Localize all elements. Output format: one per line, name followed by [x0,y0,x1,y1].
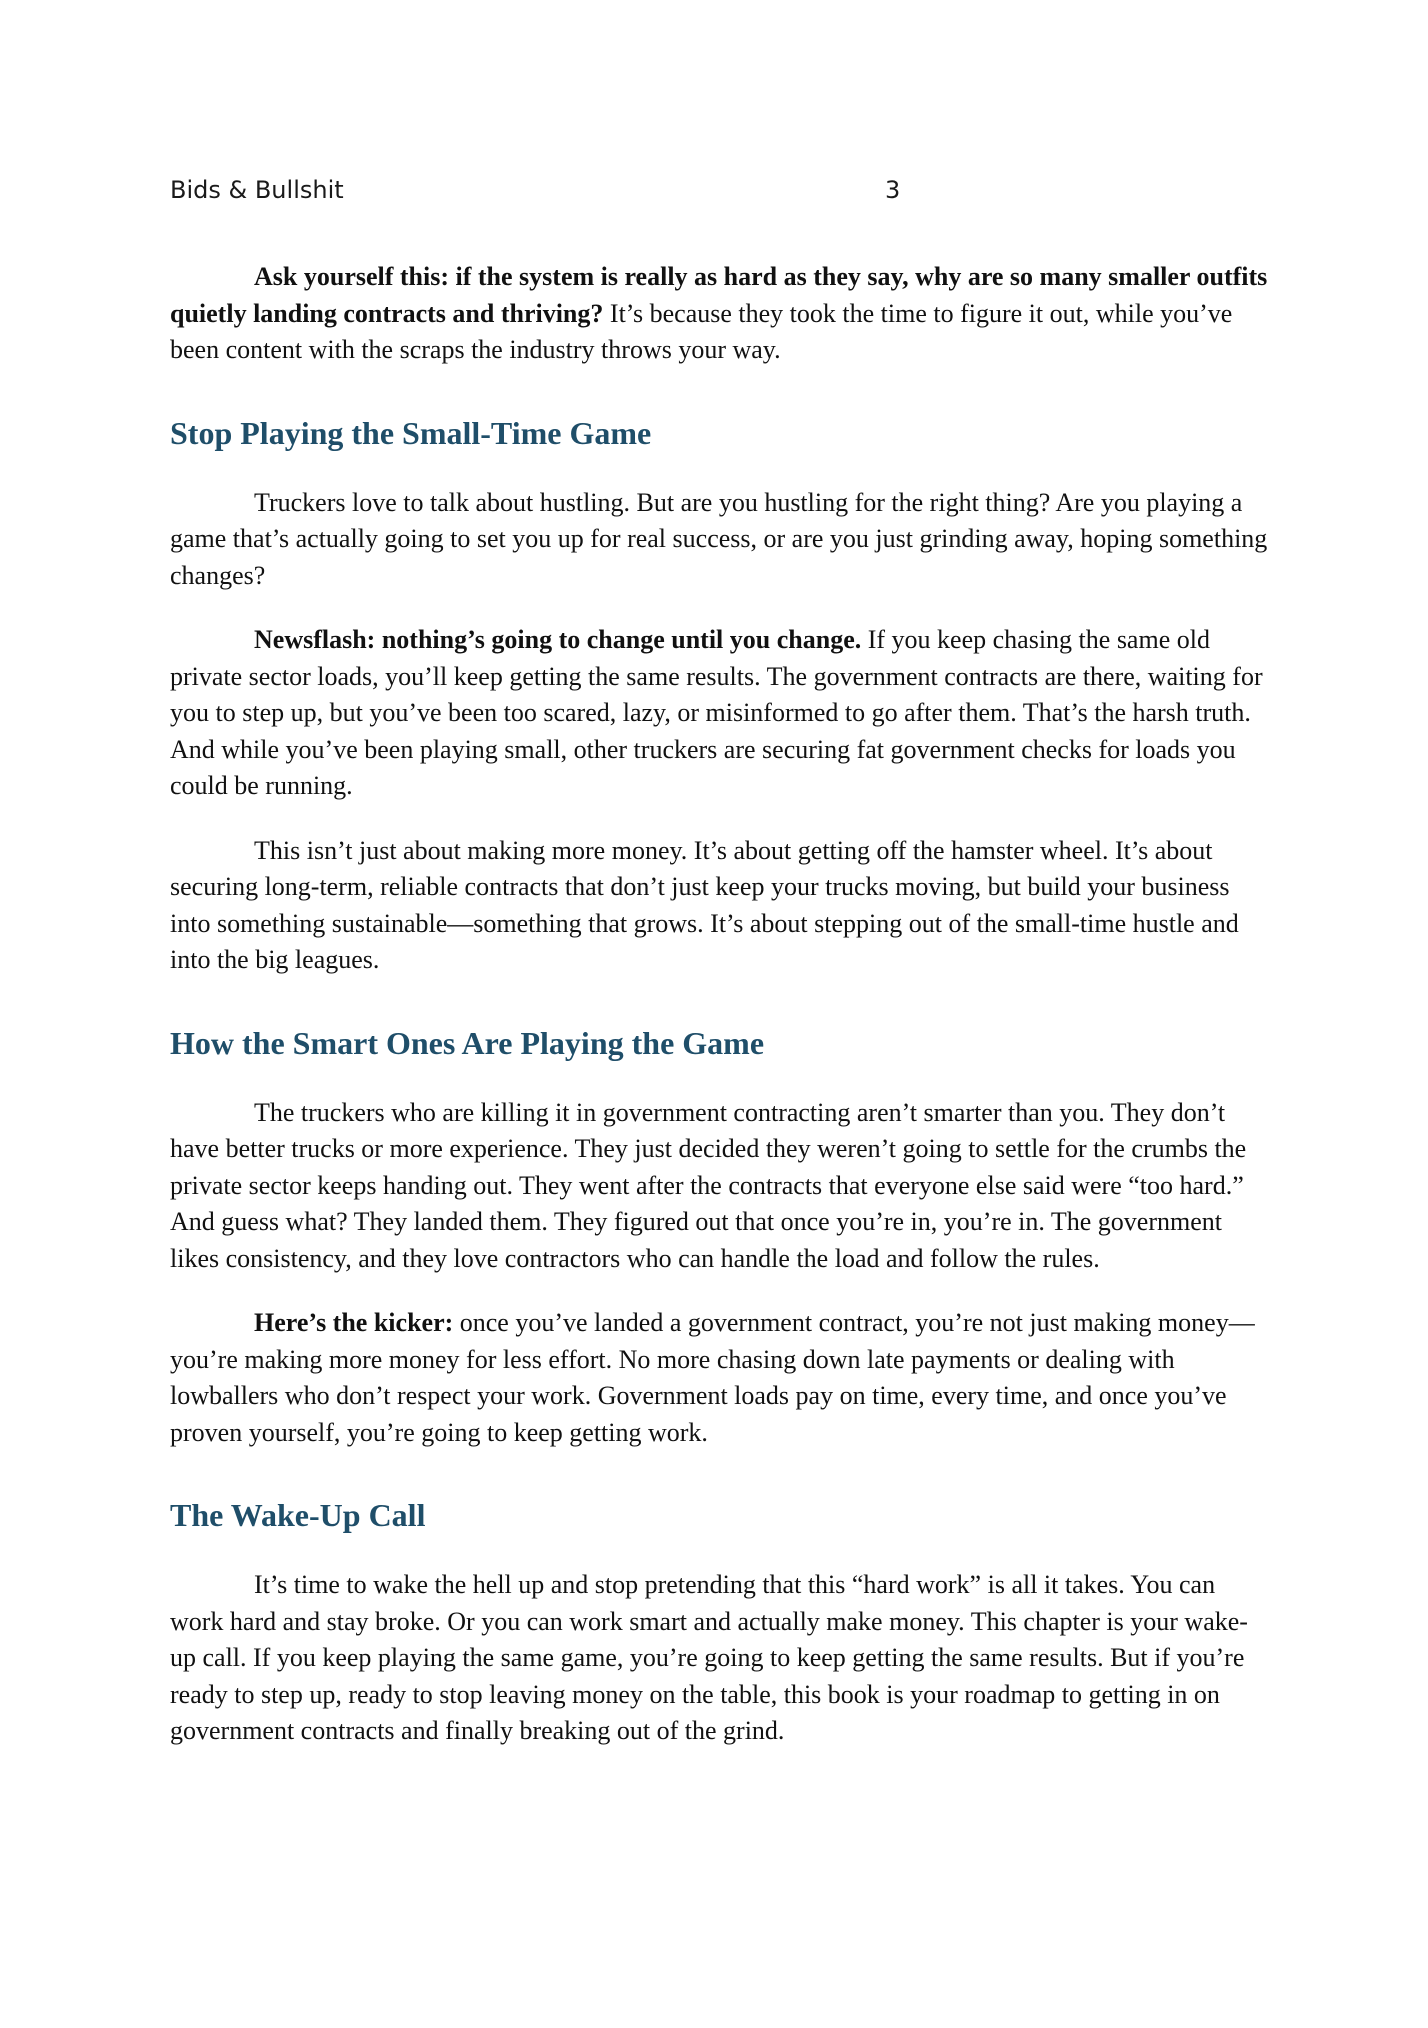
paragraph-intro [170,259,1270,369]
paragraph-text: once you’ve landed a government contract, you’re not just making money—you’re making more money for less effort. No more chasing down late payments or dealing with lowballers who don’t respect your work. Government loads pay on time, every time, and once you’ve proven yourself, you’re going to keep getting work. [170,1308,1255,1447]
bold-lead: Newsflash: nothing’s going to change until you change. [254,625,862,654]
paragraph-newsflash [170,622,1270,805]
paragraph-text: This isn’t just about making more money. It’s about getting off the hamster wheel. It’s about securing long-term, reliable contracts that don’t just keep your trucks moving, but build your business into something sustainable—something that grows. It’s about stepping out of the small-time hustle and into the big leagues. [170,835,1239,974]
paragraph-text: The truckers who are killing it in government contracting aren’t smarter than you. They don’t have better trucks or more experience. They just decided they weren’t going to settle for the crumbs the private sector keeps handing out. They went after the contracts that everyone else said were “too hard.” And guess what? They landed them. They figured out that once you’re in, you’re in. The government likes consistency, and they love contractors who can handle the load and follow the rules. [170,1097,1247,1273]
paragraph-kicker [170,1305,1270,1451]
paragraph-hamster-wheel [170,833,1270,979]
paragraph-text: It’s because they took the time to figure it out, while you’ve been content with the scraps the industry throws your way. [170,298,1233,364]
section-heading-wake-up-call: The Wake-Up Call [170,1497,426,1533]
paragraph-text: Truckers love to talk about hustling. But are you hustling for the right thing? Are you playing a game that’s actually going to set you up for real success, or are you just grinding away, hoping something changes? [170,487,1268,590]
paragraph-text: It’s time to wake the hell up and stop pretending that this “hard work” is all it takes. You can work hard and stay broke. Or you can work smart and actually make money. This chapter is your wake-up call. If you keep playing the same game, you’re going to keep getting the same results. But if you’re ready to step up, ready to stop leaving money on the table, this book is your roadmap to getting in on government contracts and finally breaking out of the grind. [170,1570,1248,1745]
body-text [170,259,1270,1778]
bold-lead: Ask yourself this: if the system is really as hard as they say, why are so many smaller outfits quietly landing contracts and thriving? [170,262,1268,328]
section-heading-smart-ones: How the Smart Ones Are Playing the Game [170,1024,765,1061]
paragraph-text: If you keep chasing the same old private sector loads, you’ll keep getting the same results. The government contracts are there, waiting for you to step up, but you’ve been too scared, lazy, or misinformed to go after them. That’s the harsh truth. And while you’ve been playing small, other truckers are securing fat government checks for loads you could be running. [170,625,1263,800]
bold-lead: Here’s the kicker: [254,1308,454,1337]
document-title: Bids & Bullshit [170,176,344,204]
paragraph-truckers-killing-it [170,1095,1270,1278]
page-number: 3 [885,176,901,204]
section-heading-small-time-game: Stop Playing the Small-Time Game [170,414,652,451]
paragraph-wake-up [170,1567,1270,1750]
running-header [170,176,910,216]
paragraph-hustling [170,485,1270,595]
